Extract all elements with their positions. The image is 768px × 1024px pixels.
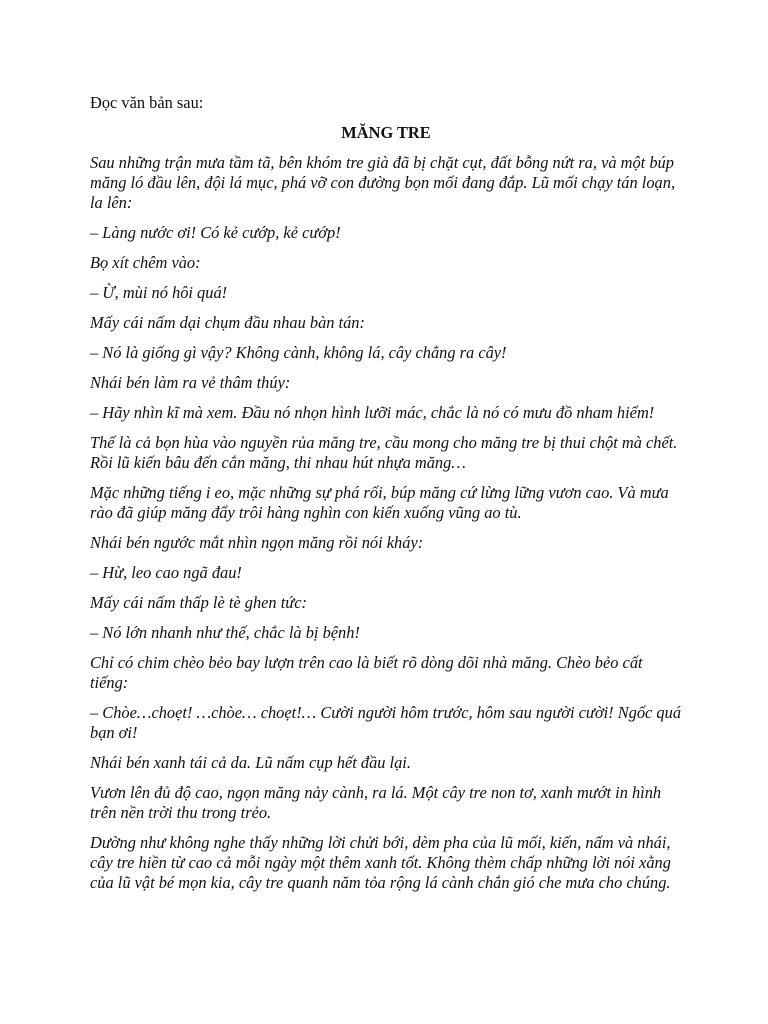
intro-text: Đọc văn bản sau:: [90, 93, 204, 112]
document-page: [90, 93, 682, 903]
paragraph: Vươn lên đủ độ cao, ngọn măng nảy cành, ra lá. Một cây tre non tơ, xanh mướt in hình trên nền trời thu trong trẻo.: [90, 783, 662, 822]
paragraph: Thế là cả bọn hùa vào nguyền rủa măng tre, cầu mong cho măng tre bị thui chột mà chết. Rồi lũ kiến bâu đến cắn măng, thi nhau hút nhựa măng…: [90, 433, 678, 472]
paragraph: Mặc những tiếng i eo, mặc những sự phá rối, búp măng cứ lừng lững vươn cao. Và mưa rào đã giúp măng đẩy trôi hàng nghìn con kiến xuống vũng ao tù.: [90, 483, 669, 522]
paragraph: Dường như không nghe thấy những lời chửi bới, dèm pha của lũ mối, kiến, nấm và nhái, cây tre hiền từ cao cả mỗi ngày một thêm xanh tốt. Không thèm chấp những lời nói xằng của lũ vật bé mọn kia, cây tre quanh năm tỏa rộng lá cành chắn gió che mưa cho chúng.: [90, 833, 671, 892]
paragraph: Chỉ có chim chèo bẻo bay lượn trên cao là biết rõ dòng dõi nhà măng. Chèo bẻo cất tiếng:: [90, 653, 643, 692]
paragraph: – Hãy nhìn kĩ mà xem. Đầu nó nhọn hình lưỡi mác, chắc là nó có mưu đồ nham hiểm!: [90, 403, 655, 422]
paragraph: – Chòe…choẹt! …chòe… choẹt!… Cười người hôm trước, hôm sau người cười! Ngốc quá bạn ơi!: [90, 703, 682, 742]
story-title: MĂNG TRE: [341, 123, 431, 142]
paragraph: – Nó là giống gì vậy? Không cành, không lá, cây chẳng ra cây!: [90, 343, 507, 362]
paragraph: – Làng nước ơi! Có kẻ cướp, kẻ cướp!: [90, 223, 341, 242]
paragraph: Mấy cái nấm thấp lè tè ghen tức:: [90, 593, 307, 612]
paragraph: Nhái bén xanh tái cả da. Lũ nấm cụp hết đầu lại.: [90, 753, 411, 772]
paragraph: Mấy cái nấm dại chụm đầu nhau bàn tán:: [90, 313, 365, 332]
paragraph: Nhái bén làm ra vẻ thâm thúy:: [90, 373, 291, 392]
paragraph: – Hừ, leo cao ngã đau!: [90, 563, 242, 582]
paragraph: Sau những trận mưa tầm tã, bên khóm tre già đã bị chặt cụt, đất bỗng nứt ra, và một búp măng ló đầu lên, đội lá mục, phá vỡ con đường bọn mối đang đắp. Lũ mối chạy tán loạn, la lên:: [90, 153, 676, 212]
paragraph: – Nó lớn nhanh như thế, chắc là bị bệnh!: [90, 623, 360, 642]
paragraph: – Ừ, mùi nó hôi quá!: [90, 283, 228, 302]
paragraph: Nhái bén ngước mắt nhìn ngọn măng rồi nói kháy:: [90, 533, 424, 552]
paragraph: Bọ xít chêm vào:: [90, 253, 201, 272]
